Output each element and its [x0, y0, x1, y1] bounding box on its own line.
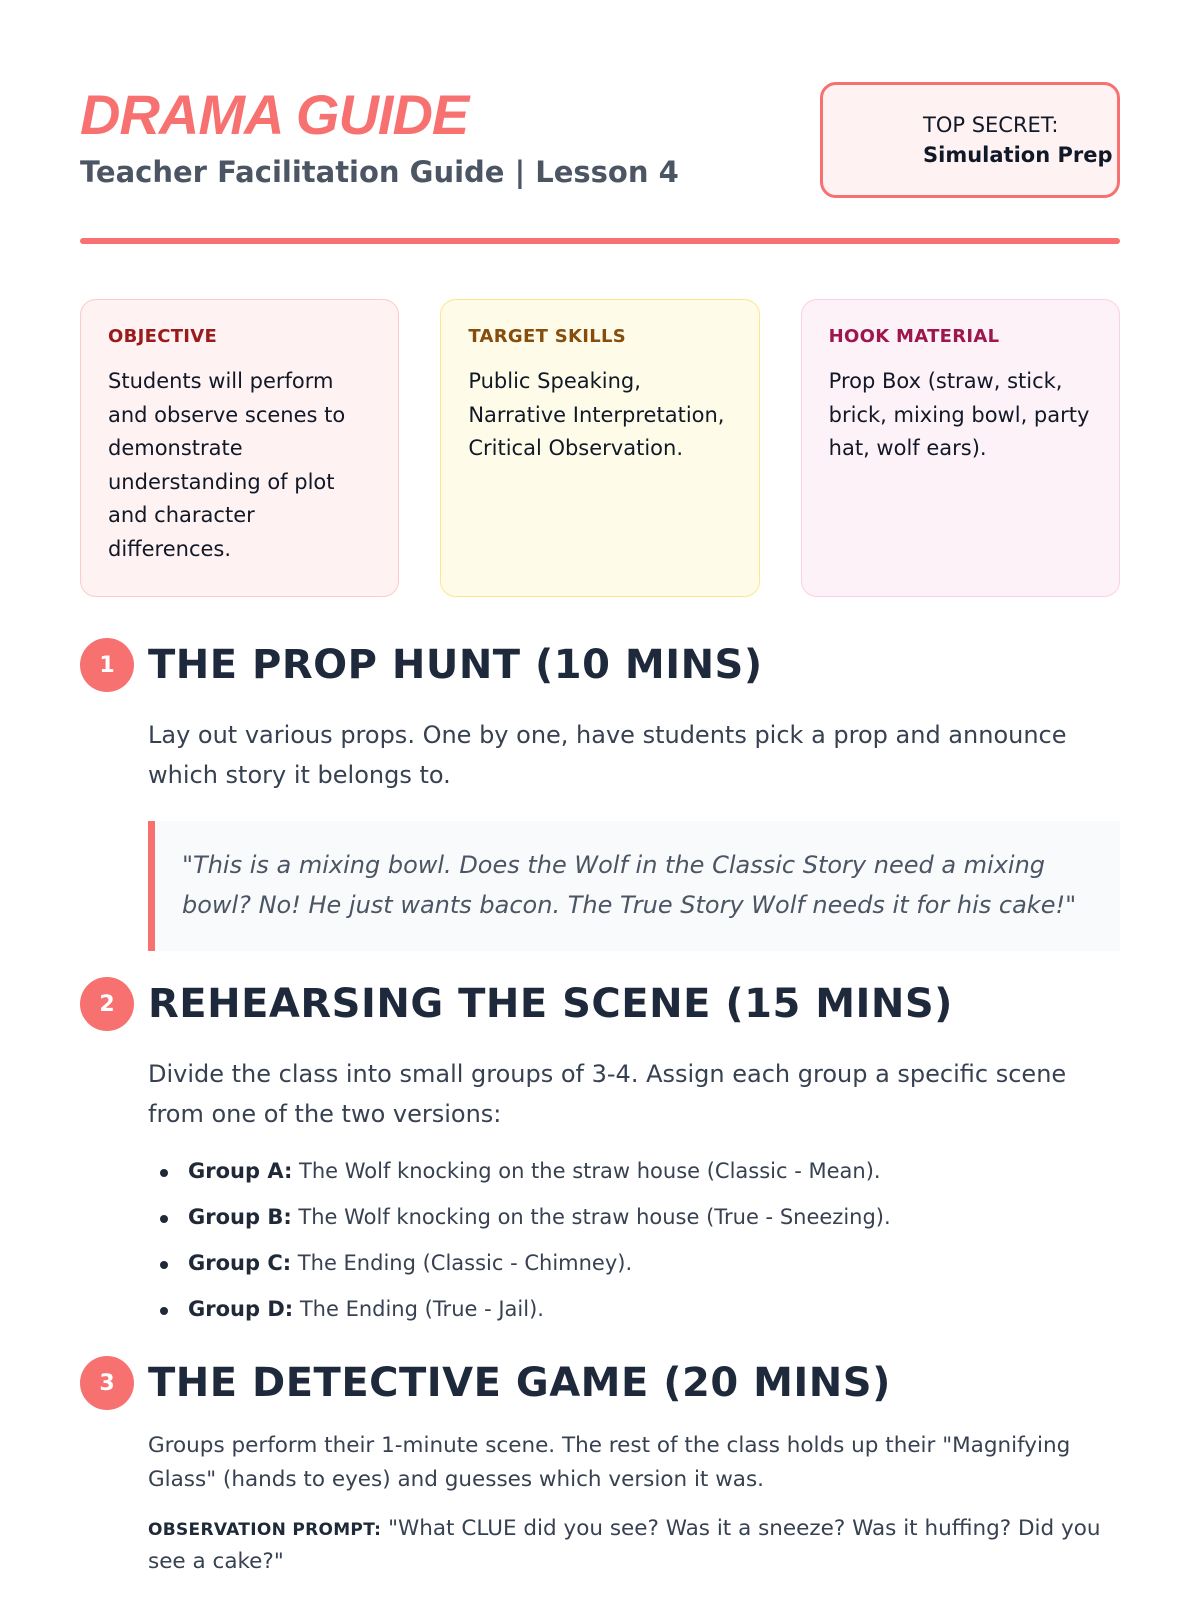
section-rehearsing [80, 976, 1120, 1340]
section-prop-hunt [80, 637, 1120, 951]
target-skills-card [440, 299, 759, 597]
step-number-badge: 1 [80, 638, 134, 692]
objective-card [80, 299, 399, 597]
group-name: Group A: [188, 1159, 293, 1183]
section-text: Groups perform their 1-minute scene. The rest of the class holds up their "Magnifying Glass" (hands to eyes) and guesses which version it was. [148, 1433, 1071, 1492]
header [80, 82, 1120, 202]
group-desc: The Ending (True - Jail). [293, 1297, 544, 1321]
step-number-badge: 3 [80, 1356, 134, 1410]
section-title: THE PROP HUNT (10 MINS) [148, 642, 763, 688]
guide-title: DRAMA GUIDE [80, 83, 469, 146]
badge-line-1: TOP SECRET: [923, 113, 1059, 137]
guide-subtitle: Teacher Facilitation Guide | Lesson 4 [80, 155, 679, 189]
group-name: Group B: [188, 1205, 292, 1229]
observation-prompt [148, 1513, 1120, 1578]
info-cards [80, 299, 1120, 597]
group-name: Group D: [188, 1297, 294, 1321]
group-desc: The Ending (Classic - Chimney). [291, 1251, 633, 1275]
section-title: THE DETECTIVE GAME (20 MINS) [148, 1360, 891, 1406]
list-item [148, 1202, 1120, 1232]
quote-text: "This is a mixing bowl. Does the Wolf in the Classic Story need a mixing bowl? No! He just wants bacon. The True Story Wolf needs it for his cake!" [182, 851, 1077, 919]
group-name: Group C: [188, 1251, 292, 1275]
card-text: Students will perform and observe scenes to demonstrate understanding of plot and character differences. [108, 369, 346, 561]
list-item [148, 1156, 1120, 1186]
card-label: HOOK MATERIAL [828, 326, 1000, 347]
badge-line-2: Simulation Prep [923, 143, 1113, 167]
section-title: REHEARSING THE SCENE (15 MINS) [148, 981, 953, 1027]
section-text: Divide the class into small groups of 3-4. Assign each group a specific scene from one of the two versions: [148, 1060, 1067, 1128]
card-label: OBJECTIVE [108, 326, 218, 347]
step-number-badge: 2 [80, 977, 134, 1031]
card-label: TARGET SKILLS [468, 326, 627, 347]
top-secret-badge [820, 82, 1120, 198]
section-detective-game [80, 1355, 1120, 1578]
section-heading [80, 1355, 1120, 1411]
list-item [148, 1248, 1120, 1278]
header-divider [80, 238, 1120, 244]
section-heading [80, 637, 1120, 693]
group-desc: The Wolf knocking on the straw house (True - Sneezing). [291, 1205, 891, 1229]
list-item [148, 1294, 1120, 1324]
card-text: Prop Box (straw, stick, brick, mixing bowl, party hat, wolf ears). [828, 369, 1090, 460]
group-desc: The Wolf knocking on the straw house (Classic - Mean). [292, 1159, 881, 1183]
hook-material-card [801, 299, 1120, 597]
section-text: Lay out various props. One by one, have students pick a prop and announce which story it belongs to. [148, 721, 1067, 789]
section-heading [80, 976, 1120, 1032]
prompt-label: OBSERVATION PROMPT: [148, 1520, 382, 1540]
example-quote [148, 821, 1120, 951]
card-text: Public Speaking, Narrative Interpretation, Critical Observation. [468, 369, 725, 460]
prompt-text: "What CLUE did you see? Was it a sneeze? Was it huffing? Did you see a cake?" [148, 1516, 1101, 1574]
group-list [148, 1156, 1120, 1324]
